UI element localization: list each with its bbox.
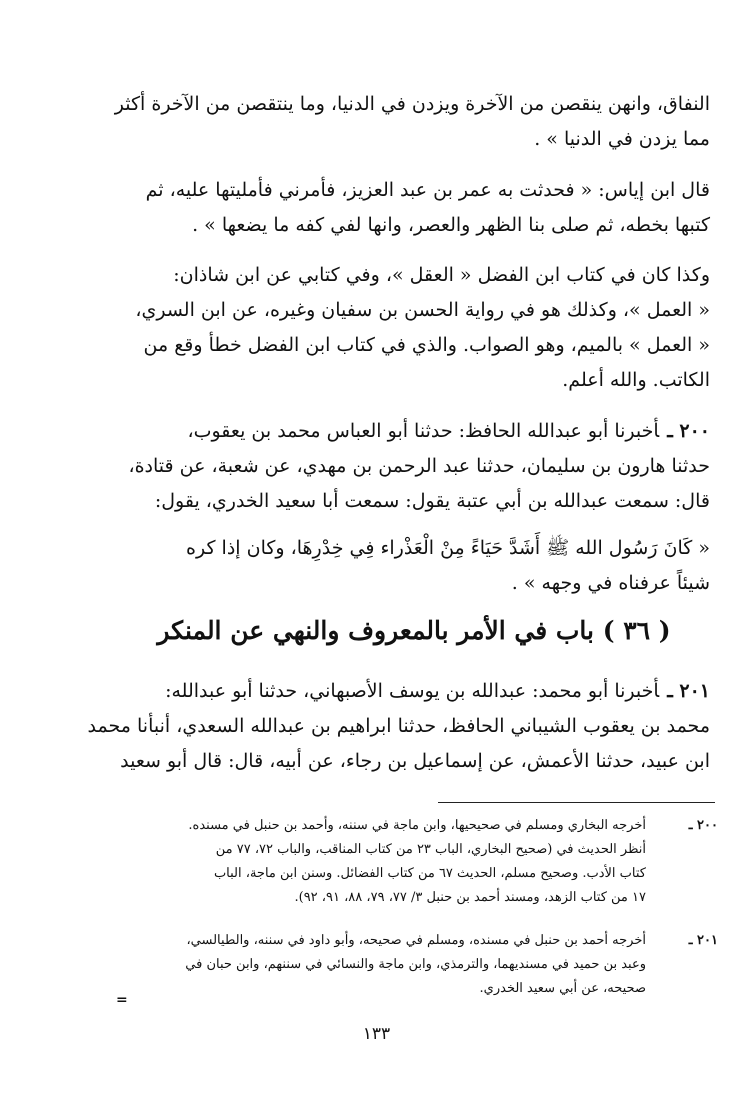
text-line: قال: سمعت عبدالله بن أبي عتبة يقول: سمعت أبا سعيد الخدري، يقول: — [154, 490, 710, 512]
text-line: الكاتب. والله أعلم. — [562, 369, 710, 391]
paragraph-2 — [118, 173, 710, 243]
continuation-mark: = — [116, 992, 128, 1008]
text-line: مما يزدن في الدنيا » . — [534, 128, 710, 150]
footnote-line: ١٧ من كتاب الزهد، ومسند أحمد بن حنبل ٣/ ٧٧، ٧٩، ٨٨، ٩١، ٩٢). — [294, 890, 646, 905]
hadith-201 — [87, 674, 710, 779]
text-line: ابن عبيد، حدثنا الأعمش، عن إسماعيل بن رجاء، عن أبيه، قال: قال أبو سعيد — [120, 750, 710, 772]
hadith-200 — [118, 414, 710, 519]
text-line: قال ابن إياس: « فحدثت به عمر بن عبد العزيز، فأمرني فأمليتها عليه، ثم — [145, 179, 710, 201]
paragraph-3 — [118, 258, 710, 398]
text-line: وكذا كان في كتاب ابن الفضل « العقل »، وفي كتابي عن ابن شاذان: — [173, 264, 710, 286]
footnote-line: كتاب الأدب. وصحيح مسلم، الحديث ٦٧ من كتاب الفضائل. وسنن ابن ماجة، الباب — [213, 866, 646, 881]
footnote-200 — [112, 814, 718, 910]
footnote-line: أنظر الحديث في (صحيح البخاري، الباب ٢٣ من كتاب المناقب، والباب ٧٢، ٧٧ من — [215, 842, 646, 857]
text-line: شيئاً عرفناه في وجهه » . — [511, 572, 710, 594]
page-number: ١٣٣ — [362, 1024, 391, 1044]
footnote-line: صحيحه، عن أبي سعيد الخدري. — [479, 981, 646, 996]
text-line: النفاق، وانهن ينقصن من الآخرة ويزدن في الدنيا، وما ينتقصن من الآخرة أكثر — [114, 93, 710, 115]
footnote-body — [112, 814, 646, 910]
text-line: حدثنا هارون بن سليمان، حدثنا عبد الرحمن بن مهدي، عن شعبة، عن قتادة، — [128, 455, 710, 477]
chapter-heading: ( ٣٦ ) باب في الأمر بالمعروف والنهي عن المنكر — [157, 616, 671, 645]
hadith-text: أخبرنا أبو محمد: عبدالله بن يوسف الأصبهاني، حدثنا أبو عبدالله: — [165, 680, 660, 702]
footnote-number: ٢٠١ ـ — [688, 933, 718, 948]
footnote-divider — [438, 802, 715, 803]
footnote-body — [112, 929, 646, 1001]
footnote-number: ٢٠٠ ـ — [688, 818, 718, 833]
text-line — [118, 414, 710, 449]
footnote-line: أخرجه أحمد بن حنبل في مسنده، ومسلم في صحيحه، وأبو داود في سننه، والطيالسي، — [186, 933, 646, 948]
footnote-line: وعبد بن حميد في مسنديهما، والترمذي، وابن ماجة والنسائي في سننهم، وابن حبان في — [185, 957, 646, 972]
text-line: « العمل » بالميم، وهو الصواب. والذي في كتاب ابن الفضل خطأ وقع من — [143, 334, 710, 356]
hadith-number: ٢٠٠ ـ — [667, 420, 710, 442]
text-line: « العمل »، وكذلك هو في رواية الحسن بن سفيان وغيره، عن ابن السري، — [135, 299, 710, 321]
footnote-line: أخرجه البخاري ومسلم في صحيحيها، وابن ماجة في سننه، وأحمد بن حنبل في مسنده. — [188, 818, 646, 833]
text-line — [118, 674, 710, 709]
footnote-201 — [112, 929, 718, 1001]
text-line: « كَانَ رَسُول الله ﷺ أَشَدَّ حَيَاءً مِنْ الْعَذْراء فِي خِدْرِهَا، وكان إذا كره — [186, 537, 710, 559]
text-line: كتبها بخطه، ثم صلى بنا الظهر والعصر، وانها لفي كفه ما يضعها » . — [192, 214, 710, 236]
text-line: محمد بن يعقوب الشيباني الحافظ، حدثنا ابراهيم بن عبدالله السعدي، أنبأنا محمد — [87, 715, 710, 737]
hadith-quote — [118, 531, 710, 601]
hadith-text: أخبرنا أبو عبدالله الحافظ: حدثنا أبو العباس محمد بن يعقوب، — [187, 420, 660, 442]
paragraph-1 — [114, 87, 710, 157]
hadith-number: ٢٠١ ـ — [667, 680, 710, 702]
